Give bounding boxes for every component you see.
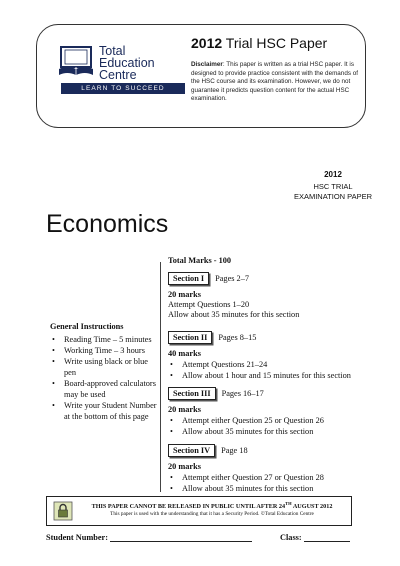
- instruction-item: • Write your Student Number at the bottom of this page: [50, 400, 158, 422]
- section-2-pages: Pages 8–15: [218, 333, 257, 342]
- logo-text-line3: Centre: [99, 68, 137, 82]
- section-2-marks: 40 marks: [168, 349, 201, 358]
- class-field[interactable]: [304, 532, 350, 542]
- student-number-row: [46, 532, 252, 542]
- student-number-field[interactable]: [110, 532, 252, 542]
- section-1-pages: Pages 2–7: [215, 274, 250, 283]
- section-1-label: Section I: [168, 272, 209, 285]
- class-label: Class:: [280, 533, 302, 542]
- section-4-label: Section IV: [168, 444, 215, 457]
- section-1-line: Attempt Questions 1–20: [168, 300, 250, 309]
- instruction-item: • Working Time – 3 hours: [50, 345, 158, 356]
- trial-year: 2012: [324, 170, 342, 179]
- logo-text-line1: Total: [99, 44, 126, 58]
- header-title: [191, 35, 327, 51]
- trial-line2: EXAMINATION PAPER: [293, 192, 373, 201]
- section-3-pages: Pages 16–17: [221, 389, 264, 398]
- section-1-marks: 20 marks: [168, 290, 201, 299]
- security-note: This paper is used with the understanding that it has a Security Period. ©Total Education Centre: [110, 511, 314, 517]
- section-2-bullet: • Attempt Questions 21–24: [168, 359, 368, 370]
- class-row: [280, 532, 350, 542]
- section-3-label: Section III: [168, 387, 216, 400]
- section-2-label: Section II: [168, 331, 212, 344]
- section-2-bullet: • Allow about 1 hour and 15 minutes for this section: [168, 370, 368, 381]
- logo-text-line2: Education: [99, 56, 155, 70]
- security-lock-icon: [53, 501, 73, 521]
- section-4-bullet: • Allow about 35 minutes for this section: [168, 483, 368, 494]
- open-book-logo-icon: [57, 45, 95, 79]
- section-3-bullet: • Attempt either Question 25 or Question 26: [168, 415, 368, 426]
- release-notice-box: [46, 496, 352, 526]
- instruction-item: • Reading Time – 5 minutes: [50, 334, 158, 345]
- section-2: [168, 327, 368, 381]
- header-title-text: Trial HSC Paper: [225, 35, 328, 51]
- trial-line1: HSC TRIAL: [313, 182, 353, 191]
- disclaimer-label: Disclaimer: [191, 61, 223, 68]
- section-4: [168, 440, 368, 494]
- section-4-bullets: [168, 472, 368, 494]
- section-3-bullet: • Allow about 35 minutes for this section: [168, 426, 368, 437]
- disclaimer-text: : This paper is written as a trial HSC paper. It is designed to provide practice consistent with the demands of the HSC course and its examination. However, we do not guarantee it predicts question content for the actual HSC examination.: [191, 61, 358, 103]
- header-title-year: 2012: [191, 35, 223, 51]
- total-marks: Total Marks - 100: [168, 256, 232, 265]
- section-2-bullets: [168, 359, 368, 381]
- general-instructions-list: [50, 334, 158, 422]
- release-notice-suffix: AUGUST 2012: [291, 503, 333, 511]
- section-4-pages: Page 18: [221, 446, 248, 455]
- release-notice: [77, 501, 347, 510]
- student-number-label: Student Number:: [46, 533, 108, 542]
- subject-title: Economics: [46, 210, 169, 238]
- instruction-item: • Board-approved calculators may be used: [50, 378, 158, 400]
- header-banner: [36, 24, 366, 128]
- section-divider: [160, 262, 161, 492]
- section-4-marks: 20 marks: [168, 462, 201, 471]
- release-notice-sup: TH: [285, 501, 292, 506]
- disclaimer: [191, 61, 359, 104]
- section-3-marks: 20 marks: [168, 405, 201, 414]
- instruction-item: • Write using black or blue pen: [50, 356, 158, 378]
- section-3-bullets: [168, 415, 368, 437]
- section-4-bullet: • Attempt either Question 27 or Question 28: [168, 472, 368, 483]
- section-1: [168, 268, 368, 320]
- general-instructions-heading: General Instructions: [50, 322, 124, 331]
- logo-tagline: LEARN TO SUCCEED: [61, 83, 185, 94]
- section-1-line: Allow about 35 minutes for this section: [168, 310, 300, 319]
- release-notice-prefix: THIS PAPER CANNOT BE RELEASED IN PUBLIC UNTIL AFTER 24: [91, 503, 286, 511]
- section-3: [168, 383, 368, 437]
- general-instructions: [50, 322, 158, 422]
